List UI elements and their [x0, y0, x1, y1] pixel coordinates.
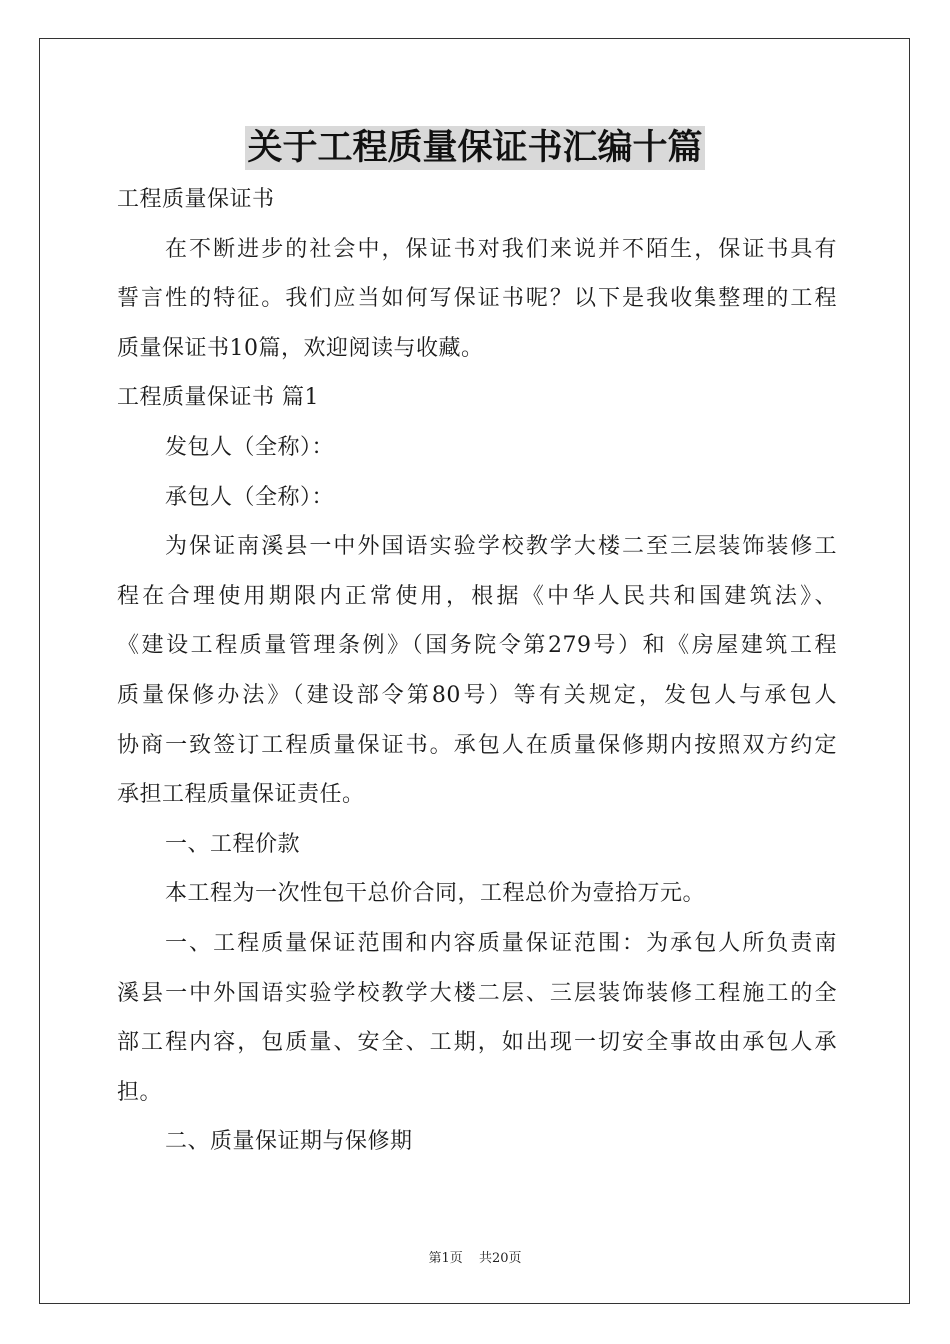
paragraph-line: 《建设工程质量管理条例》（国务院令第279号）和《房屋建筑工程: [117, 633, 837, 659]
field-line: 发包人（全称）：: [165, 434, 335, 460]
paragraph-line: 为保证南溪县一中外国语实验学校教学大楼二至三层装饰装修工: [165, 534, 837, 560]
paragraph-line: 誓言性的特征。我们应当如何写保证书呢？以下是我收集整理的工程: [117, 286, 837, 312]
document-title: 关于工程质量保证书汇编十篇: [247, 127, 703, 168]
paragraph-line: 质量保修办法》（建设部令第80号）等有关规定，发包人与承包人: [117, 682, 837, 708]
section-heading: 工程质量保证书: [117, 187, 275, 212]
subheading: 二、质量保证期与保修期: [165, 1129, 413, 1155]
subheading: 一、工程价款: [165, 831, 301, 857]
paragraph-line: 一、工程质量保证范围和内容质量保证范围：为承包人所负责南: [165, 930, 837, 956]
page-total: 共20页: [478, 1251, 522, 1266]
page-footer: [0, 1247, 950, 1266]
title-container: [0, 126, 950, 170]
paragraph-line: 担。: [117, 1079, 163, 1105]
page-number: 第1页: [428, 1251, 463, 1266]
paragraph-line: 协商一致签订工程质量保证书。承包人在质量保修期内按照双方约定: [117, 732, 837, 758]
document-body: [117, 175, 837, 1167]
paragraph-line: 质量保证书10篇，欢迎阅读与收藏。: [117, 335, 484, 361]
paragraph-line: 溪县一中外国语实验学校教学大楼二层、三层装饰装修工程施工的全: [117, 980, 837, 1006]
paragraph-line: 程在合理使用期限内正常使用，根据《中华人民共和国建筑法》、: [117, 583, 837, 609]
section-heading: 工程质量保证书 篇1: [117, 385, 319, 411]
field-line: 承包人（全称）：: [165, 484, 335, 510]
paragraph-line: 在不断进步的社会中，保证书对我们来说并不陌生，保证书具有: [165, 236, 837, 262]
paragraph-line: 本工程为一次性包干总价合同，工程总价为壹拾万元。: [165, 881, 706, 907]
paragraph-line: 承担工程质量保证责任。: [117, 782, 365, 808]
paragraph-line: 部工程内容，包质量、安全、工期，如出现一切安全事故由承包人承: [117, 1030, 837, 1056]
